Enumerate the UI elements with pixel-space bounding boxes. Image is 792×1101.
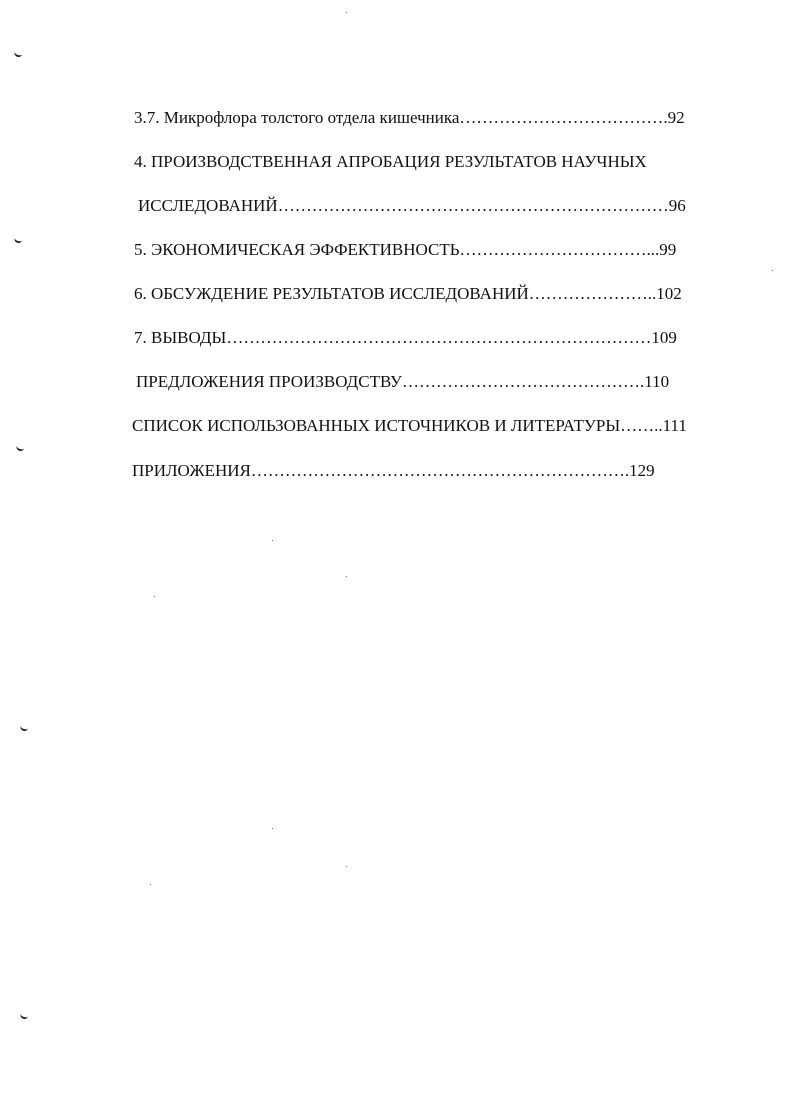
scan-speck xyxy=(346,12,347,13)
scan-speck xyxy=(346,866,347,867)
toc-item-5: 5. ЭКОНОМИЧЕСКАЯ ЭФФЕКТИВНОСТЬ……………………………...99 xyxy=(134,240,677,259)
left-margin-mark xyxy=(13,51,22,58)
toc-item-references: СПИСОК ИСПОЛЬЗОВАННЫХ ИСТОЧНИКОВ И ЛИТЕРАТУРЫ……..111 xyxy=(132,416,687,435)
toc-item-3-7: 3.7. Микрофлора толстого отдела кишечника……………………………….92 xyxy=(134,108,685,127)
toc-item-4-line1: 4. ПРОИЗВОДСТВЕННАЯ АПРОБАЦИЯ РЕЗУЛЬТАТОВ НАУЧНЫХ xyxy=(134,152,647,171)
scan-speck xyxy=(154,596,155,597)
scan-speck xyxy=(346,576,347,577)
toc-item-7: 7. ВЫВОДЫ…………………………………………………………………109 xyxy=(134,328,677,347)
left-margin-mark xyxy=(13,237,22,244)
scan-speck xyxy=(272,540,273,541)
toc-item-proposals: ПРЕДЛОЖЕНИЯ ПРОИЗВОДСТВУ…………………………………….110 xyxy=(136,372,670,391)
scan-speck xyxy=(272,828,273,829)
left-margin-mark xyxy=(15,445,24,452)
toc-item-appendices: ПРИЛОЖЕНИЯ………………………………………………………….129 xyxy=(132,461,655,480)
scan-speck xyxy=(150,884,151,885)
left-margin-mark xyxy=(19,725,28,732)
scan-speck xyxy=(772,270,773,271)
toc-item-4-line2: ИССЛЕДОВАНИЙ……………………………………………………………96 xyxy=(138,196,686,215)
left-margin-mark xyxy=(19,1013,28,1020)
toc-item-6: 6. ОБСУЖДЕНИЕ РЕЗУЛЬТАТОВ ИССЛЕДОВАНИЙ…………………..102 xyxy=(134,284,682,303)
